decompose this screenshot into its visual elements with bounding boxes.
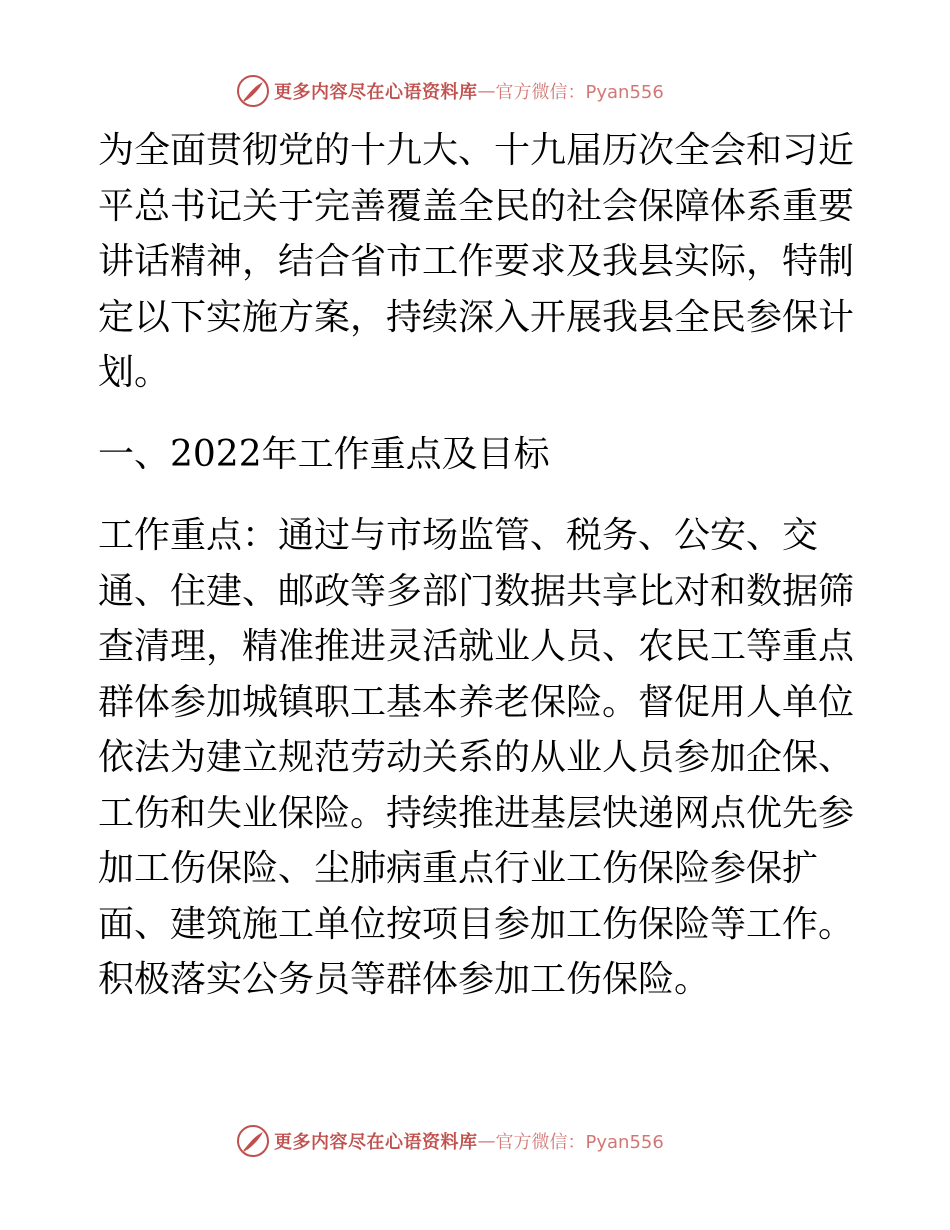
watermark-main-text: 更多内容尽在心语资料库 bbox=[274, 1132, 478, 1153]
document-body bbox=[98, 123, 858, 1008]
feather-pen-icon bbox=[236, 1124, 270, 1158]
watermark-sub-text: 官方微信：Pyan556 bbox=[495, 82, 664, 103]
header-watermark-banner bbox=[0, 70, 950, 110]
feather-pen-icon bbox=[236, 74, 270, 108]
work-focus-paragraph: 工作重点：通过与市场监管、税务、公安、交通、住建、邮政等多部门数据共享比对和数据筛查清理，精准推进灵活就业人员、农民工等重点群体参加城镇职工基本养老保险。督促用人单位依法为建立规范劳动关系的从业人员参加企保、工伤和失业保险。持续推进基层快递网点优先参加工伤保险、尘肺病重点行业工伤保险参保扩面、建筑施工单位按项目参加工伤保险等工作。积极落实公务员等群体参加工伤保险。 bbox=[98, 515, 855, 1000]
watermark-dash: — bbox=[477, 1130, 496, 1152]
watermark-main-text: 更多内容尽在心语资料库 bbox=[274, 82, 478, 103]
footer-watermark-banner bbox=[0, 1120, 950, 1160]
watermark-sub-text: 官方微信：Pyan556 bbox=[495, 1132, 664, 1153]
watermark-dash: — bbox=[477, 80, 496, 102]
section-heading: 一、2022年工作重点及目标 bbox=[98, 433, 550, 475]
intro-paragraph: 为全面贯彻党的十九大、十九届历次全会和习近平总书记关于完善覆盖全民的社会保障体系重要讲话精神，结合省市工作要求及我县实际，特制定以下实施方案，持续深入开展我县全民参保计划。 bbox=[98, 130, 855, 393]
